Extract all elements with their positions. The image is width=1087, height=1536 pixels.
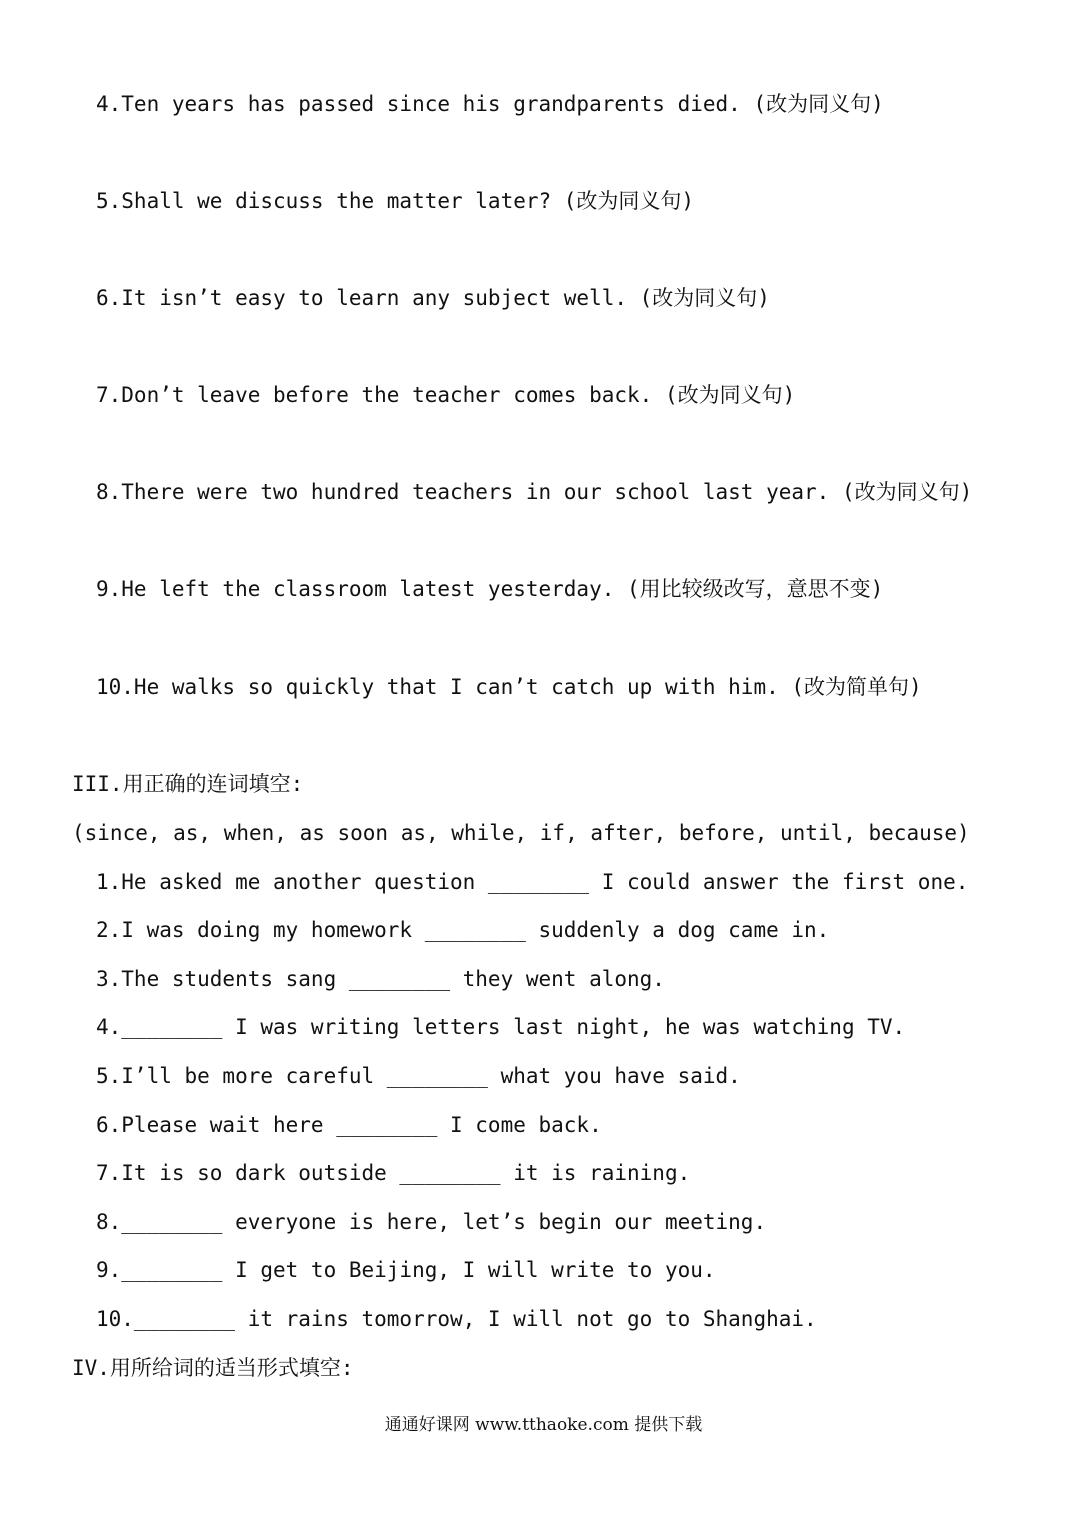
word-bank: (since, as, when, as soon as, while, if, after, before, until, because) [72, 821, 970, 845]
conjunction-item-5: 5.I’ll be more careful ________ what you have said. [96, 1064, 741, 1088]
section-title-iii: III.用正确的连词填空: [72, 772, 304, 796]
conjunction-item-10: 10.________ it rains tomorrow, I will not go to Shanghai. [96, 1307, 817, 1331]
rewrite-item-4: 4.Ten years has passed since his grandparents died. (改为同义句) [96, 92, 884, 116]
conjunction-item-6: 6.Please wait here ________ I come back. [96, 1113, 602, 1137]
rewrite-item-7: 7.Don’t leave before the teacher comes back. (改为同义句) [96, 383, 796, 407]
conjunction-item-7: 7.It is so dark outside ________ it is raining. [96, 1161, 691, 1185]
rewrite-item-9: 9.He left the classroom latest yesterday. (用比较级改写，意思不变) [96, 577, 884, 601]
rewrite-item-10: 10.He walks so quickly that I can’t catch up with him. (改为简单句) [96, 675, 922, 699]
rewrite-item-6: 6.It isn’t easy to learn any subject well. (改为同义句) [96, 286, 770, 310]
page-footer: 通通好课网 www.tthaoke.com 提供下载 [384, 1415, 703, 1435]
section-title-iv: IV.用所给词的适当形式填空: [72, 1356, 354, 1380]
conjunction-item-9: 9.________ I get to Beijing, I will write to you. [96, 1258, 716, 1282]
rewrite-item-5: 5.Shall we discuss the matter later? (改为同义句) [96, 189, 695, 213]
conjunction-item-1: 1.He asked me another question ________ I could answer the first one. [96, 870, 969, 894]
conjunction-item-2: 2.I was doing my homework ________ suddenly a dog came in. [96, 918, 830, 942]
conjunction-item-8: 8.________ everyone is here, let’s begin our meeting. [96, 1210, 767, 1234]
conjunction-item-4: 4.________ I was writing letters last night, he was watching TV. [96, 1015, 906, 1039]
rewrite-item-8: 8.There were two hundred teachers in our school last year. (改为同义句) [96, 480, 973, 504]
conjunction-item-3: 3.The students sang ________ they went along. [96, 967, 665, 991]
rewrite-section [0, 0, 1087, 699]
